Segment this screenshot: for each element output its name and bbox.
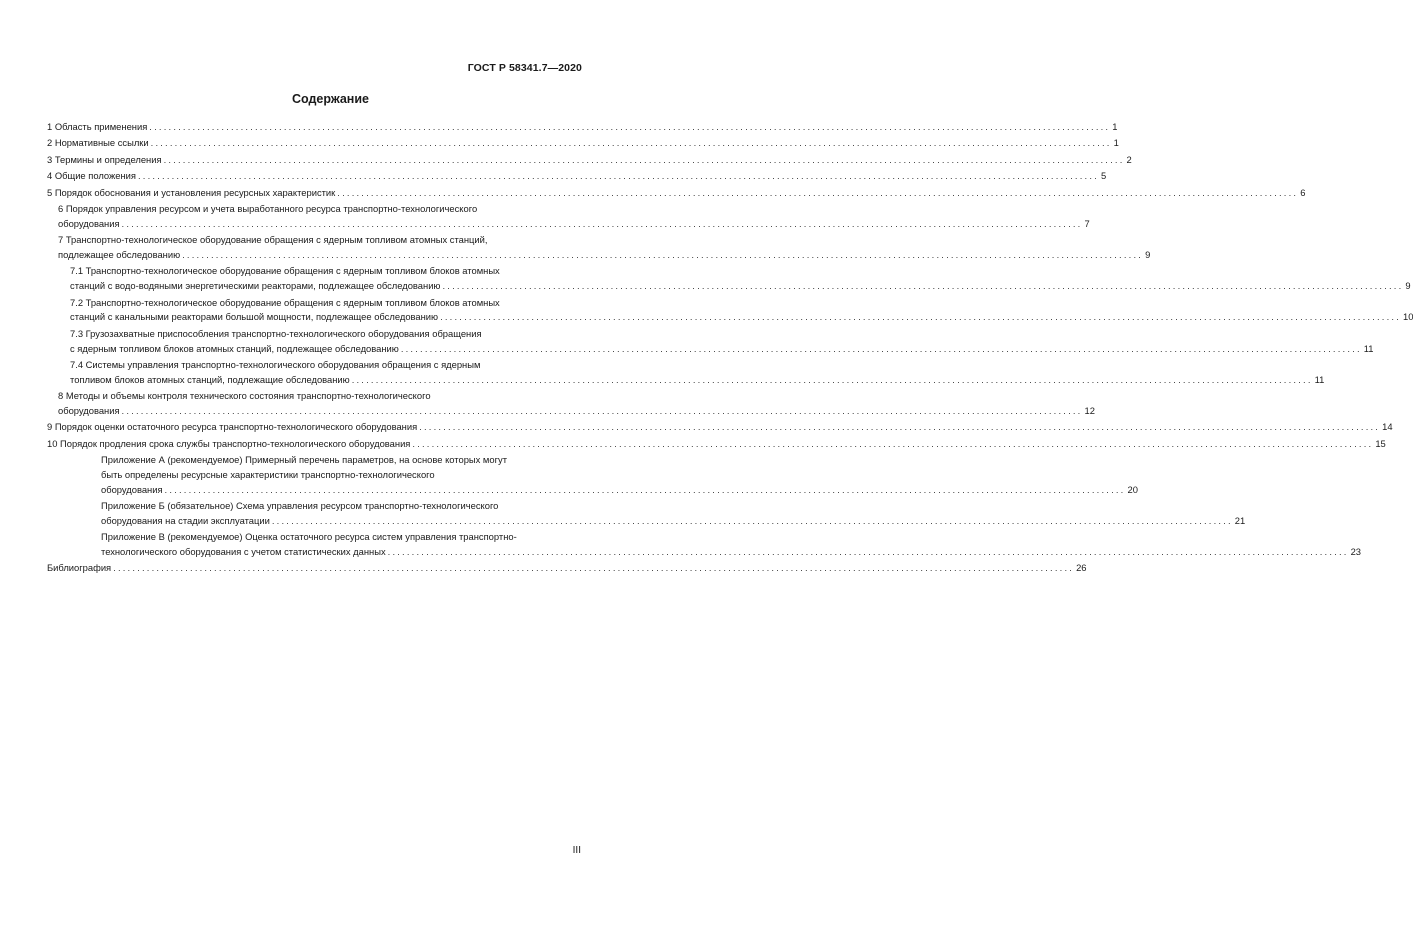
dot-leader: ........................................................................................................................................................................................................ (440, 311, 1402, 323)
toc-entry-text: 10 Порядок продления срока службы транспортно-технологического оборудования (47, 437, 411, 449)
dot-leader: ........................................................................................................................................................................................................ (121, 217, 1083, 229)
page-number: III (572, 845, 581, 856)
toc-page-number: 7 (1084, 217, 1090, 229)
table-of-contents (47, 120, 1413, 578)
toc-entry-text: Приложение В (рекомендуемое) Оценка остаточного ресурса систем управления транспортно- (101, 531, 517, 543)
toc-page-number: 11 (1314, 373, 1325, 385)
toc-entry-text: 5 Порядок обоснования и установления ресурсных характеристик (47, 186, 336, 198)
toc-entry[interactable] (47, 169, 1107, 184)
toc-entry[interactable] (47, 264, 1411, 294)
toc-page-number: 2 (1126, 153, 1132, 165)
dot-leader: ........................................................................................................................................................................................................ (271, 514, 1233, 526)
toc-page-number: 9 (1405, 280, 1411, 292)
dot-leader: ........................................................................................................................................................................................................ (442, 280, 1404, 292)
toc-entry[interactable] (47, 420, 1393, 435)
toc-entry-text: 6 Порядок управления ресурсом и учета выработанного ресурса транспортно-технологического (58, 202, 478, 214)
page-title: Содержание (291, 92, 369, 106)
toc-page-number: 15 (1375, 437, 1386, 449)
toc-entry[interactable] (47, 530, 1362, 560)
toc-entry-text: топливом блоков атомных станций, подлежащие обследованию (70, 373, 350, 385)
dot-leader: ........................................................................................................................................................................................................ (419, 421, 1381, 433)
toc-entry[interactable] (47, 437, 1386, 452)
toc-page-number: 20 (1127, 483, 1138, 495)
toc-page-number: 6 (1300, 186, 1306, 198)
toc-entry-text: быть определены ресурсные характеристики транспортно-технологического (101, 468, 435, 480)
dot-leader: ........................................................................................................................................................................................................ (113, 562, 1075, 574)
toc-entry-text: Приложение Б (обязательное) Схема управления ресурсом транспортно-технологического (101, 500, 499, 512)
toc-entry[interactable] (47, 120, 1118, 135)
toc-entry-text: Библиография (47, 562, 112, 574)
dot-leader: ........................................................................................................................................................................................................ (412, 437, 1374, 449)
toc-entry[interactable] (47, 296, 1413, 326)
toc-entry-text: 7 Транспортно-технологическое оборудование обращения с ядерным топливом атомных станций, (58, 234, 488, 246)
toc-entry-text: с ядерным топливом блоков атомных станций, подлежащее обследованию (70, 342, 399, 354)
toc-entry-text: 7.2 Транспортно-технологическое оборудование обращения с ядерным топливом блоков атомных (70, 296, 500, 308)
toc-entry-text: 1 Область применения (47, 121, 148, 132)
dot-leader: ........................................................................................................................................................................................................ (351, 373, 1313, 385)
toc-page-number: 1 (1113, 137, 1119, 149)
toc-entry[interactable] (47, 358, 1325, 388)
dot-leader: ........................................................................................................................................................................................................ (387, 546, 1349, 558)
toc-entry-text: оборудования (58, 404, 120, 416)
toc-entry-text: оборудования на стадии эксплуатации (101, 514, 270, 526)
toc-entry[interactable] (47, 561, 1087, 576)
toc-entry[interactable] (47, 153, 1132, 168)
toc-entry-text: 3 Термины и определения (47, 153, 162, 165)
toc-page-number: 21 (1234, 514, 1246, 526)
toc-page-number: 12 (1084, 404, 1095, 416)
toc-entry[interactable] (47, 499, 1246, 529)
dot-leader: ........................................................................................................................................................................................................ (163, 153, 1125, 165)
dot-leader: ........................................................................................................................................................................................................ (164, 483, 1126, 495)
toc-page-number: 5 (1100, 170, 1107, 182)
dot-leader: ........................................................................................................................................................................................................ (138, 170, 1099, 182)
toc-entry[interactable] (47, 186, 1306, 201)
toc-entry[interactable] (47, 136, 1119, 151)
dot-leader: ........................................................................................................................................................................................................ (121, 404, 1083, 416)
toc-entry-text: 7.4 Системы управления транспортно-технологического оборудования обращения с ядерным (70, 358, 481, 370)
toc-entry[interactable] (47, 453, 1138, 497)
toc-page-number: 23 (1350, 546, 1362, 558)
standard-designation: ГОСТ Р 58341.7—2020 (467, 62, 582, 74)
toc-entry-text: 8 Методы и объемы контроля технического состояния транспортно-технологического (58, 390, 431, 402)
toc-entry-text: 9 Порядок оценки остаточного ресурса транспортно-технологического оборудования (47, 421, 418, 433)
toc-entry[interactable] (47, 202, 1090, 232)
toc-page-number: 14 (1382, 421, 1393, 433)
toc-entry[interactable] (47, 233, 1151, 263)
toc-entry[interactable] (47, 389, 1095, 419)
dot-leader: ........................................................................................................................................................................................................ (337, 186, 1299, 198)
toc-page-number: 9 (1145, 248, 1151, 260)
toc-entry-text: оборудования (58, 217, 120, 229)
toc-entry-text: 7.1 Транспортно-технологическое оборудование обращения с ядерным топливом блоков атомных (70, 265, 500, 277)
toc-entry-text: Приложение А (рекомендуемое) Примерный перечень параметров, на основе которых могут (101, 454, 507, 466)
toc-entry[interactable] (47, 327, 1374, 357)
toc-entry-text: технологического оборудования с учетом статистических данных (101, 546, 386, 558)
toc-page-number: 11 (1363, 342, 1374, 354)
dot-leader: ........................................................................................................................................................................................................ (150, 137, 1112, 149)
toc-entry-text: станций с водо-водяными энергетическими реакторами, подлежащее обследованию (70, 280, 441, 292)
toc-entry-text: 2 Нормативные ссылки (47, 137, 149, 149)
dot-leader: ........................................................................................................................................................................................................ (149, 121, 1111, 132)
toc-entry-text: 4 Общие положения (47, 170, 136, 182)
toc-entry-text: станций с канальными реакторами большой мощности, подлежащее обследованию (70, 311, 439, 323)
toc-entry-text: 7.3 Грузозахватные приспособления транспортно-технологического оборудования обращения (70, 327, 482, 339)
toc-page-number: 26 (1076, 562, 1087, 574)
toc-page-number: 1 (1112, 121, 1118, 132)
dot-leader: ........................................................................................................................................................................................................ (182, 248, 1144, 260)
toc-page-number: 10 (1403, 311, 1413, 323)
toc-entry-text: подлежащее обследованию (58, 248, 181, 260)
toc-entry-text: оборудования (101, 483, 163, 495)
dot-leader: ........................................................................................................................................................................................................ (400, 342, 1362, 354)
